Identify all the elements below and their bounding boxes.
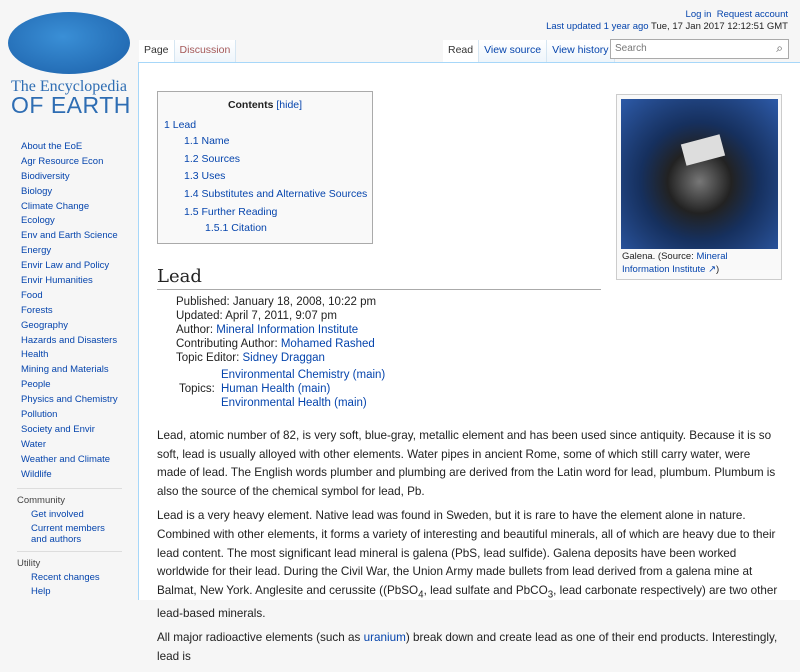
- login-link[interactable]: Log in: [685, 9, 712, 20]
- sidebar-item[interactable]: Agr Resource Econ: [21, 155, 104, 167]
- logo-line1: The Encyclopedia: [11, 78, 127, 95]
- paragraph: All major radioactive elements (such as uranium) break down and create lead as one of their end products. Interestingly, lead is: [157, 631, 778, 663]
- tab-discussion[interactable]: Discussion: [175, 40, 237, 62]
- sidebar-item[interactable]: Env and Earth Science: [21, 230, 118, 242]
- topic-link[interactable]: Environmental Chemistry (main): [221, 369, 386, 381]
- sidebar: [0, 140, 138, 600]
- toc-title: Contents: [227, 99, 274, 111]
- updated-date: Updated: April 7, 2011, 9:07 pm: [176, 310, 337, 322]
- paragraph: Lead is a very heavy element. Native lead was found in Sweden, but it is rare to have the element alone in nature. Combined with other elements, it forms a variety of interesting and beautiful minerals, all of which are heavy due to their lead content. The most significant lead mineral is galena (PbS, lead sulfide). Galena deposits have been worked worldwide for their lead. During the Civil War, the Union Army made bullets from lead derived from a galena mine at Balmat, New York. Anglesite and cerussite ((PbSO$_4$, lead sulfate and PbCO$_3$, lead carbonate respectively) are two other lead-based minerals.: [157, 509, 778, 620]
- last-updated-label[interactable]: Last updated: [546, 21, 602, 32]
- sidebar-item[interactable]: Forests: [21, 304, 53, 316]
- article-body: [157, 427, 782, 672]
- paragraph: Lead, atomic number of 82, is very soft, blue-gray, metallic element and has been used since antiquity. Because it is so soft, lead is usually alloyed with other elements. Water pipes in ancient Rome, some of which still carry water, were made of lead. The English words plumber and plumbing are derived from the Latin word for lead, plumbum. Plumbum is also the source of the chemical symbol for lead, Pb.: [157, 429, 776, 498]
- sidebar-item-get-involved[interactable]: Get involved: [31, 509, 84, 521]
- utility-heading: Utility: [17, 551, 122, 569]
- sidebar-item[interactable]: Biodiversity: [21, 170, 70, 182]
- search-input[interactable]: [610, 39, 789, 59]
- toc-item[interactable]: 1.3 Uses: [184, 170, 226, 182]
- toc-item[interactable]: 1.2 Sources: [184, 153, 241, 165]
- sidebar-item[interactable]: Biology: [21, 185, 53, 197]
- globe-logo-icon: [8, 12, 130, 74]
- sidebar-item[interactable]: Energy: [21, 245, 52, 257]
- last-updated-date: Tue, 17 Jan 2017 12:12:51 GMT: [651, 21, 788, 32]
- community-heading: Community: [17, 488, 122, 506]
- site-logo[interactable]: [6, 12, 132, 116]
- galena-image[interactable]: [621, 99, 778, 249]
- topic-link[interactable]: Environmental Health (main): [221, 397, 367, 409]
- sidebar-item[interactable]: Water: [21, 438, 46, 450]
- sidebar-item[interactable]: Envir Law and Policy: [21, 260, 110, 272]
- topics-label: Topics:: [179, 383, 215, 395]
- sidebar-item[interactable]: Hazards and Disasters: [21, 334, 118, 346]
- request-account-link[interactable]: Request account: [716, 9, 788, 20]
- tab-view-history[interactable]: View history: [547, 40, 614, 62]
- article-meta: Published: January 18, 2008, 10:22 pm Updated: April 7, 2011, 9:07 pm Author: Mineral Information Institute Contributing Author: Mohamed Rashed Topic Editor: Sidney Draggan: [176, 296, 377, 364]
- toc-item[interactable]: 1.5.1 Citation: [205, 222, 267, 234]
- logo-line2: OF EARTH: [11, 92, 131, 118]
- topic-editor-link[interactable]: Sidney Draggan: [242, 352, 325, 364]
- sidebar-item-help[interactable]: Help: [31, 586, 51, 598]
- tab-page[interactable]: Page: [139, 40, 175, 62]
- tab-read[interactable]: Read: [443, 40, 479, 62]
- sidebar-item[interactable]: Society and Envir: [21, 423, 95, 435]
- thumbnail-caption: Galena. (Source: Mineral Information Institute ↗): [622, 251, 728, 275]
- sidebar-item-current-members[interactable]: Current members and authors: [31, 523, 105, 546]
- tab-view-source[interactable]: View source: [479, 40, 547, 62]
- uranium-link[interactable]: uranium: [363, 631, 406, 645]
- personal-tools: [546, 9, 788, 33]
- sidebar-item[interactable]: Food: [21, 289, 43, 301]
- table-of-contents: [157, 91, 373, 244]
- sidebar-item[interactable]: Envir Humanities: [21, 275, 93, 287]
- sidebar-item[interactable]: Wildlife: [21, 468, 52, 480]
- toc-item[interactable]: 1.1 Name: [184, 135, 230, 147]
- sidebar-item[interactable]: Geography: [21, 319, 69, 331]
- galena-thumbnail: [616, 94, 782, 280]
- toc-item[interactable]: 1 Lead: [164, 119, 197, 131]
- sidebar-item[interactable]: Mining and Materials: [21, 364, 109, 376]
- toc-hide-toggle[interactable]: [hide]: [276, 99, 303, 111]
- sidebar-item[interactable]: About the EoE: [21, 141, 83, 152]
- sidebar-item-recent-changes[interactable]: Recent changes: [31, 572, 100, 584]
- published-date: Published: January 18, 2008, 10:22 pm: [176, 296, 377, 308]
- sidebar-item[interactable]: Climate Change: [21, 200, 90, 212]
- contributing-author-link[interactable]: Mohamed Rashed: [280, 338, 375, 350]
- last-updated-ago[interactable]: 1 year ago: [603, 21, 649, 32]
- caption-source-link[interactable]: Mineral: [696, 251, 728, 262]
- toc-item[interactable]: 1.5 Further Reading: [184, 206, 278, 218]
- sidebar-item[interactable]: Physics and Chemistry: [21, 394, 118, 406]
- search-icon[interactable]: ⌕: [776, 41, 783, 55]
- external-link-icon: ↗: [708, 263, 717, 275]
- namespace-tabs: [139, 40, 236, 62]
- topic-link[interactable]: Human Health (main): [221, 383, 331, 395]
- caption-source-link-cont[interactable]: Information Institute: [622, 263, 706, 275]
- sidebar-item[interactable]: People: [21, 379, 51, 391]
- sidebar-nav: [0, 140, 138, 482]
- sidebar-item[interactable]: Health: [21, 349, 49, 361]
- view-tabs: [443, 40, 615, 62]
- search-placeholder: Search: [615, 43, 647, 54]
- sidebar-item[interactable]: Weather and Climate: [21, 453, 111, 465]
- toc-item[interactable]: 1.4 Substitutes and Alternative Sources: [184, 188, 368, 200]
- sidebar-item[interactable]: Pollution: [21, 409, 58, 421]
- sidebar-item[interactable]: Ecology: [21, 215, 55, 227]
- author-link[interactable]: Mineral Information Institute: [216, 324, 359, 336]
- page-title: Lead: [157, 266, 601, 290]
